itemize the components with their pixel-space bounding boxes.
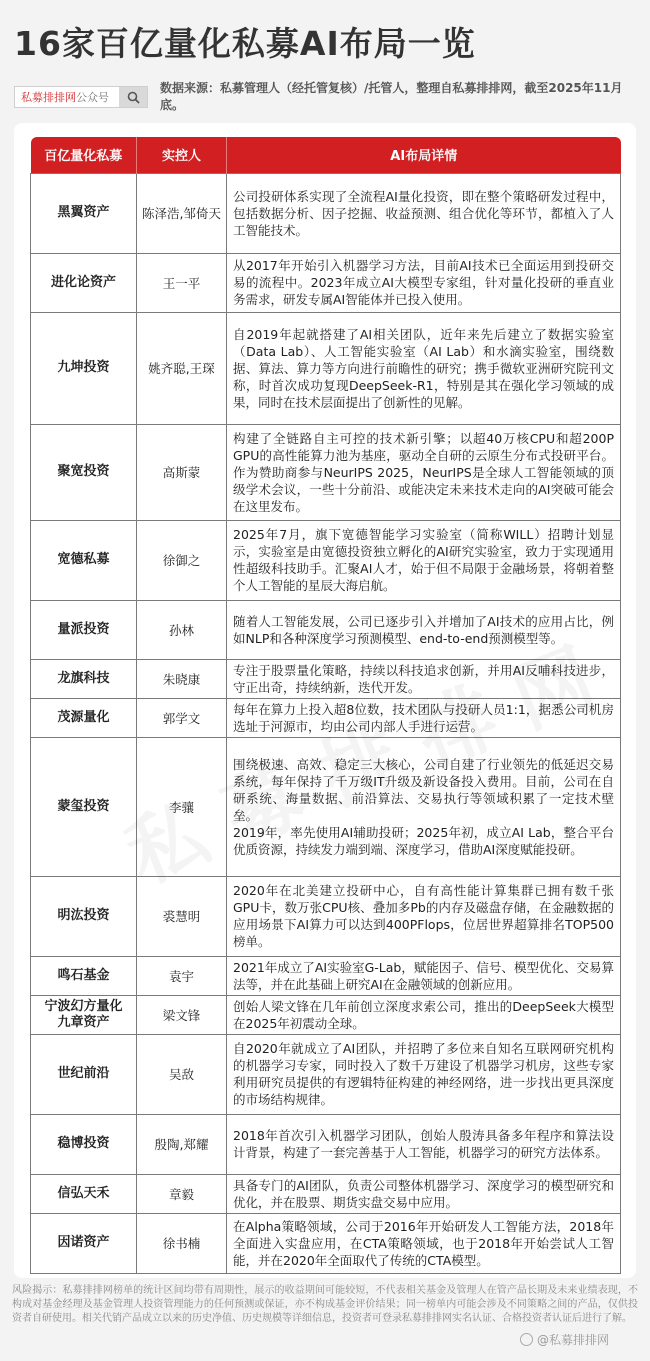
firm-name: 因诺资产 [31, 1213, 137, 1273]
firm-name: 黑翼资产 [31, 173, 137, 253]
table-row [31, 1114, 621, 1174]
brand-logo-icon [520, 1333, 533, 1346]
ai-detail: 自2019年起就搭建了AI相关团队，近年来先后建立了数据实验室（Data Lab）、人工智能实验室（AI Lab）和水滴实验室，围绕数据、算法、算力等方向进行前瞻性的研究；携手微软亚洲研究院刊文称，时首次成功复现DeepSeek-R1，特别是其在强化学习领域的成果，同时在技术层面提出了创新性的见解。 [227, 312, 621, 424]
controller-name: 裘慧明 [137, 876, 227, 956]
firm-name: 聚宽投资 [31, 424, 137, 520]
controller-name: 徐御之 [137, 520, 227, 600]
firm-name: 宽德私募 [31, 520, 137, 600]
ai-detail: 从2017年开始引入机器学习方法，目前AI技术已全面运用到投研交易的流程中。2023年成立AI大模型专家组，针对量化投研的垂直业务需求，研发专属AI智能体并已投入使用。 [227, 253, 621, 312]
search-icon[interactable] [119, 87, 147, 107]
controller-name: 孙林 [137, 600, 227, 659]
firm-name: 鸣石基金 [31, 956, 137, 995]
table-row [31, 698, 621, 737]
table-card [14, 123, 636, 1278]
search-box[interactable] [14, 86, 148, 108]
table-row [31, 520, 621, 600]
data-source-note: 数据来源：私募管理人（经托管复核）/托管人，整理自私募排排网，截至2025年11月底。 [160, 81, 623, 112]
page-title: 16家百亿量化私募AI布局一览 [14, 24, 476, 63]
controller-name: 高斯蒙 [137, 424, 227, 520]
controller-name: 徐书楠 [137, 1213, 227, 1273]
table-wrap [30, 137, 620, 1274]
ai-detail: 2018年首次引入机器学习团队，创始人殷涛具备多年程序和算法设计背景，构建了一套完善基于人工智能，机器学习的研究方法体系。 [227, 1114, 621, 1174]
ai-detail: 构建了全链路自主可控的技术新引擎；以超40万核CPU和超200P GPU的高性能算力池为基座，驱动全自研的云原生分布式投研平台。作为赞助商参与NeurIPS 2025，NeurIPS是全球人工智能领域的顶级学术会议，一些十分前沿、或能决定未来技术走向的AI突破可能会在这里发布。 [227, 424, 621, 520]
ai-detail: 具备专门的AI团队，负责公司整体机器学习、深度学习的模型研究和优化，并在股票、期货实盘交易中应用。 [227, 1174, 621, 1213]
firm-name: 蒙玺投资 [31, 737, 137, 876]
table-row [31, 1034, 621, 1114]
ai-detail: 2021年成立了AI实验室G-Lab，赋能因子、信号、模型优化、交易算法等，并在此基础上研究AI在金融领域的创新应用。 [227, 956, 621, 995]
firm-name: 龙旗科技 [31, 659, 137, 698]
controller-name: 梁文锋 [137, 995, 227, 1034]
ai-detail: 2020年在北美建立投研中心，自有高性能计算集群已拥有数千张GPU卡，数万张CPU核、叠加多Pb的内存及磁盘存储，在金融数据的应用场景下AI算力可以达到400PFlops，位居世界超算排名TOP500榜单。 [227, 876, 621, 956]
firm-name: 明汯投资 [31, 876, 137, 956]
table-header [31, 137, 621, 173]
controller-name: 郭学文 [137, 698, 227, 737]
table-row [31, 312, 621, 424]
ai-detail: 2025年7月，旗下宽德智能学习实验室（简称WILL）招聘计划显示，实验室是由宽德投资独立孵化的AI研究实验室，致力于实现通用性超级科技助手。汇聚AI人才，始于但不局限于金融场景，将朝着整个人工智能的星辰大海启航。 [227, 520, 621, 600]
ai-detail: 创始人梁文锋在几年前创立深度求索公司，推出的DeepSeek大模型在2025年初震动全球。 [227, 995, 621, 1034]
search-brand-suffix: 公众号 [76, 91, 109, 104]
firm-name: 宁波幻方量化 九章资产 [31, 995, 137, 1034]
ai-layout-table [30, 137, 621, 1274]
firm-name: 茂源量化 [31, 698, 137, 737]
header-firm: 百亿量化私募 [31, 137, 137, 173]
ai-detail: 专注于股票量化策略，持续以科技追求创新，并用AI反哺科技进步，守正出奇，持续纳新，迭代开发。 [227, 659, 621, 698]
ai-detail: 公司投研体系实现了全流程AI量化投资，即在整个策略研发过程中，包括数据分析、因子挖掘、收益预测、组合优化等环节，都植入了人工智能技术。 [227, 173, 621, 253]
firm-name: 九坤投资 [31, 312, 137, 424]
table-row [31, 253, 621, 312]
firm-name: 世纪前沿 [31, 1034, 137, 1114]
table-body [31, 173, 621, 1273]
table-row [31, 995, 621, 1034]
header-controller: 实控人 [137, 137, 227, 173]
table-row [31, 1174, 621, 1213]
controller-name: 吴敌 [137, 1034, 227, 1114]
table-row [31, 173, 621, 253]
controller-name: 陈泽浩,邹倚天 [137, 173, 227, 253]
controller-name: 李骧 [137, 737, 227, 876]
table-row [31, 876, 621, 956]
header-detail: AI布局详情 [227, 137, 621, 173]
controller-name: 王一平 [137, 253, 227, 312]
firm-name: 量派投资 [31, 600, 137, 659]
firm-name: 信弘天禾 [31, 1174, 137, 1213]
ai-detail: 随着人工智能发展，公司已逐步引入并增加了AI技术的应用占比，例如NLP和各种深度学习预测模型、end-to-end预测模型等。 [227, 600, 621, 659]
ai-detail: 每年在算力上投入超8位数，技术团队与投研人员1:1，据悉公司机房选址于河源市，均由公司内部人手进行运营。 [227, 698, 621, 737]
watermark-logo-text: @私募排排网 [537, 1333, 610, 1347]
firm-name: 进化论资产 [31, 253, 137, 312]
table-row [31, 600, 621, 659]
search-brand-name: 私募排排网 [21, 91, 76, 104]
table-row [31, 737, 621, 876]
controller-name: 殷陶,郑耀 [137, 1114, 227, 1174]
watermark-logo [520, 1331, 609, 1348]
table-row [31, 956, 621, 995]
ai-detail: 自2020年就成立了AI团队，并招聘了多位来自知名互联网研究机构的机器学习专家，同时投入了数千万建设了机器学习机房，这些专家利用研究员提供的有逻辑特征构建的神经网络，进一步找出更具深度的市场结构规律。 [227, 1034, 621, 1114]
controller-name: 袁宇 [137, 956, 227, 995]
controller-name: 朱晓康 [137, 659, 227, 698]
table-row [31, 1213, 621, 1273]
ai-detail: 在Alpha策略领域，公司于2016年开始研发人工智能方法，2018年全面进入实盘应用，在CTA策略领域，也于2018年开始尝试人工智能，并在2020年全面取代了传统的CTA模型。 [227, 1213, 621, 1273]
search-brand [15, 89, 119, 105]
table-row [31, 424, 621, 520]
ai-detail: 围绕极速、高效、稳定三大核心，公司自建了行业领先的低延迟交易系统，每年保持了千万级IT升级及新设备投入费用。目前，公司在自研系统、海量数据、前沿算法、交易执行等领域积累了一定技术壁垒。 2019年，率先使用AI辅助投研；2025年初，成立AI Lab，整合平台优质资源，持续发力端到端、深度学习，借助AI深度赋能投研。 [227, 737, 621, 876]
firm-name: 稳博投资 [31, 1114, 137, 1174]
controller-name: 姚齐聪,王琛 [137, 312, 227, 424]
risk-disclaimer: 风险揭示：私募排排网榜单的统计区间均带有周期性，展示的收益期间可能较短，不代表相关基金及管理人在管产品长期及未来业绩表现，不构成对基金经理及基金管理人投资管理能力的任何预测或保证，亦不构成基金评价结果；同一榜单内可能会涉及不同策略之间的产品，仅供投资者自研使用。相关代销产品成立以来的历史净值、历史规模等详细信息，投资者可登录私募排排网实名认证、合格投资者认证后进行了解。 [12, 1285, 638, 1324]
controller-name: 章毅 [137, 1174, 227, 1213]
table-row [31, 659, 621, 698]
